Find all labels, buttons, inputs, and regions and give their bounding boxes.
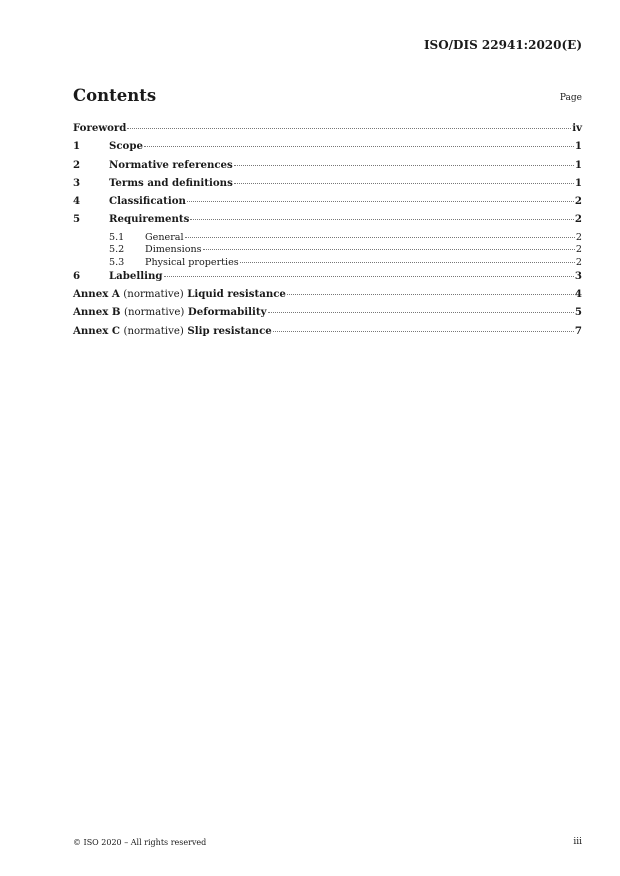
- toc-entry[interactable]: [73, 159, 582, 177]
- toc-subentry[interactable]: [73, 232, 582, 245]
- toc-entry[interactable]: [73, 140, 582, 158]
- toc-title-prefix: Foreword: [73, 122, 127, 134]
- toc-dot-leader: [203, 249, 575, 250]
- toc-annex-type: (normative): [123, 307, 185, 319]
- toc-title-prefix: Requirements: [109, 213, 190, 226]
- toc-title-prefix: General: [145, 231, 184, 243]
- toc-dot-leader: [190, 219, 574, 220]
- toc-title: [73, 122, 126, 134]
- toc-title: [109, 159, 233, 171]
- toc-page-number: iv: [572, 122, 582, 134]
- toc-dot-leader: [127, 128, 571, 129]
- footer-page-number: iii: [573, 837, 582, 847]
- toc-annex-title: Slip resistance: [187, 324, 272, 337]
- toc-subentry[interactable]: [73, 244, 582, 257]
- toc-dot-leader: [187, 201, 574, 202]
- toc-page-number: 2: [575, 244, 582, 256]
- toc-entry[interactable]: [73, 195, 582, 213]
- toc-page-number: 3: [574, 269, 582, 282]
- toc-number: 6: [73, 269, 81, 282]
- toc-title: [109, 177, 233, 189]
- toc-dot-leader: [273, 331, 574, 332]
- toc-dot-leader: [240, 262, 575, 263]
- toc-entry[interactable]: [73, 213, 582, 231]
- page-column-label: Page: [559, 93, 582, 103]
- toc-title-prefix: Normative references: [109, 158, 233, 171]
- toc-page-number: 2: [574, 195, 582, 208]
- toc-title-prefix: Physical properties: [145, 257, 239, 269]
- toc-dot-leader: [234, 165, 574, 166]
- toc-title-prefix: Annex B: [73, 306, 121, 319]
- toc-annex-title: Deformability: [187, 306, 267, 319]
- toc-number: 5.2: [109, 244, 125, 256]
- toc-annex-type: (normative): [123, 325, 184, 337]
- toc-title: [145, 244, 202, 255]
- toc-title-prefix: Dimensions: [145, 244, 202, 256]
- toc-title: [145, 232, 184, 243]
- toc-title: [109, 213, 189, 225]
- toc-page-number: 2: [575, 257, 582, 269]
- toc-number: 4: [73, 195, 81, 208]
- toc-dot-leader: [185, 237, 575, 238]
- footer-copyright: © ISO 2020 – All rights reserved: [73, 838, 207, 847]
- toc-number: 3: [73, 176, 81, 189]
- toc-title: [145, 257, 239, 268]
- toc-entry[interactable]: [73, 270, 582, 288]
- toc-title: [109, 195, 186, 207]
- toc-number: 2: [73, 158, 81, 171]
- toc-title-prefix: Classification: [109, 195, 186, 208]
- toc-page-number: 7: [574, 324, 582, 337]
- toc-page-number: 5: [574, 306, 582, 319]
- toc-title: [73, 306, 267, 318]
- toc-title-prefix: Annex C: [73, 324, 120, 337]
- toc-subentry[interactable]: [73, 257, 582, 270]
- toc-dot-leader: [164, 276, 574, 277]
- document-id: ISO/DIS 22941:2020(E): [423, 38, 582, 52]
- toc-annex-type: (normative): [123, 289, 184, 301]
- toc-dot-leader: [268, 312, 574, 313]
- toc-page-number: 1: [574, 140, 582, 153]
- toc-number: 5.3: [109, 257, 125, 269]
- toc-title: [109, 270, 163, 282]
- toc-number: 1: [73, 140, 81, 153]
- toc-title-prefix: Labelling: [109, 269, 163, 282]
- toc-dot-leader: [287, 294, 574, 295]
- toc-dot-leader: [144, 146, 574, 147]
- toc-number: 5: [73, 213, 81, 226]
- toc-entry[interactable]: [73, 288, 582, 306]
- toc-title-prefix: Terms and definitions: [109, 176, 233, 189]
- toc-entry[interactable]: [73, 177, 582, 195]
- toc-title: [73, 325, 272, 337]
- page-title: Contents: [73, 86, 157, 105]
- toc-page-number: 2: [574, 213, 582, 226]
- toc-page-number: 2: [575, 231, 582, 243]
- toc-annex-title: Liquid resistance: [187, 288, 286, 301]
- toc-page-number: 1: [574, 176, 582, 189]
- toc-entry[interactable]: [73, 306, 582, 324]
- toc-entry[interactable]: [73, 325, 582, 343]
- toc-page-number: 1: [574, 158, 582, 171]
- table-of-contents: [73, 122, 582, 343]
- toc-title-prefix: Scope: [109, 140, 143, 153]
- toc-entry[interactable]: [73, 122, 582, 140]
- toc-title: [73, 288, 286, 300]
- toc-title-prefix: Annex A: [73, 288, 120, 301]
- toc-number: 5.1: [109, 231, 125, 243]
- toc-dot-leader: [234, 183, 574, 184]
- toc-page-number: 4: [574, 288, 582, 301]
- toc-title: [109, 140, 143, 152]
